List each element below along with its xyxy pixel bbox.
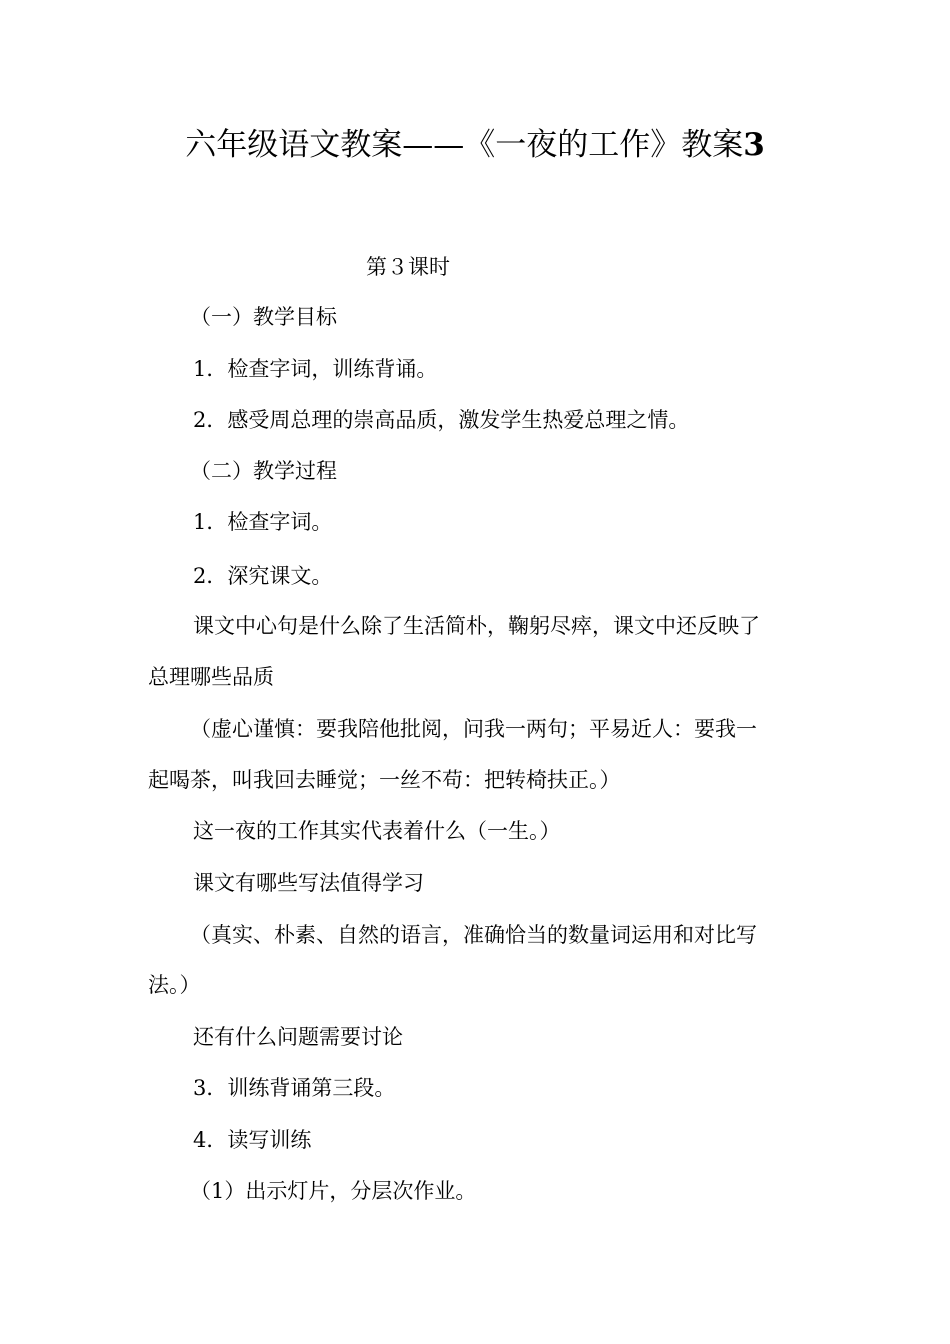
goal-item-2: 2．感受周总理的崇高品质，激发学生热爱总理之情。	[193, 408, 690, 432]
paragraph-line: 课文有哪些写法值得学习	[193, 871, 424, 895]
paragraph-line: 法。）	[148, 973, 201, 997]
sub-item-1: （1）出示灯片，分层次作业。	[190, 1179, 477, 1203]
goal-item-1: 1．检查字词，训练背诵。	[193, 357, 438, 381]
paragraph-line: （真实、朴素、自然的语言，准确恰当的数量词运用和对比写	[190, 923, 757, 947]
process-item-1: 1．检查字词。	[193, 510, 333, 534]
paragraph-line: 这一夜的工作其实代表着什么（一生。）	[193, 819, 561, 843]
section-heading-goals: （一）教学目标	[190, 305, 337, 329]
title-text: 六年级语文教案——《一夜的工作》教案	[185, 127, 744, 163]
paragraph-line: 总理哪些品质	[148, 665, 274, 689]
section-heading-process: （二）教学过程	[190, 459, 337, 483]
process-item-2: 2．深究课文。	[193, 564, 333, 588]
title-number: 3	[743, 127, 765, 163]
paragraph-line: 起喝茶，叫我回去睡觉；一丝不苟：把转椅扶正。）	[148, 768, 621, 792]
process-item-4: 4．读写训练	[193, 1128, 312, 1152]
lesson-period: 第３课时	[366, 255, 450, 279]
process-item-3: 3．训练背诵第三段。	[193, 1076, 396, 1100]
paragraph-line: 课文中心句是什么除了生活简朴，鞠躬尽瘁，课文中还反映了	[193, 614, 760, 638]
paragraph-line: （虚心谨慎：要我陪他批阅，问我一两句；平易近人：要我一	[190, 717, 757, 741]
paragraph-line: 还有什么问题需要讨论	[193, 1025, 403, 1049]
page-title	[0, 122, 950, 168]
